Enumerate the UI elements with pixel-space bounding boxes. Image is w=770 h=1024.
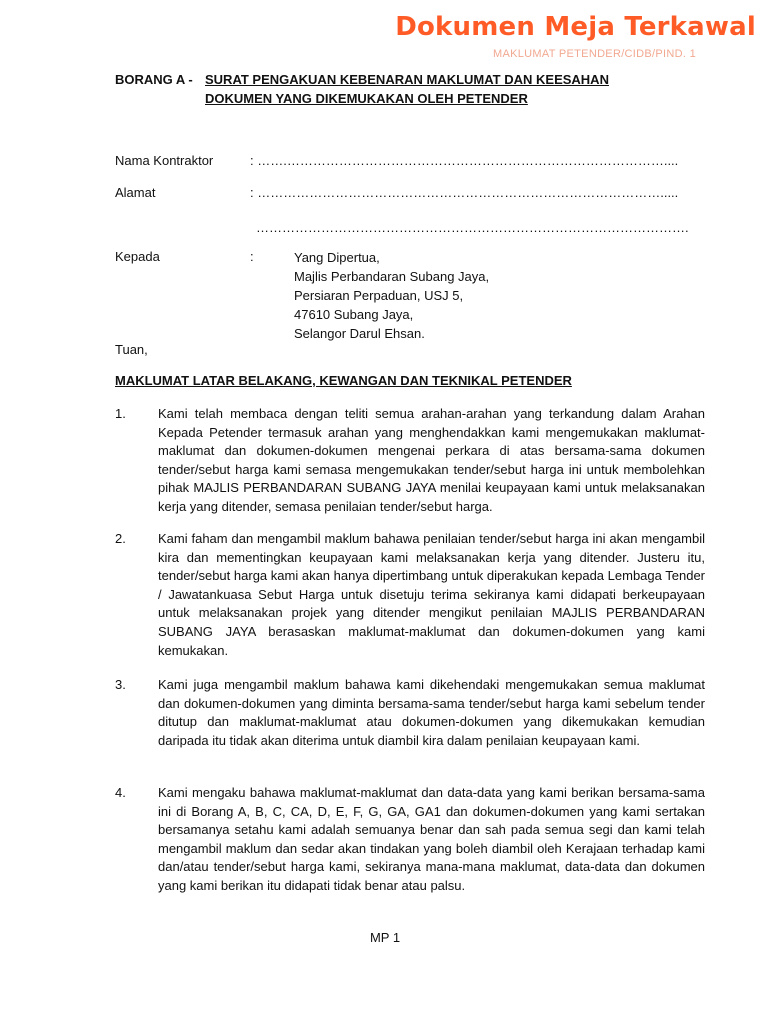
alamat-value: : …………………………………………………………………………………..... bbox=[250, 185, 679, 200]
section-title: MAKLUMAT LATAR BELAKANG, KEWANGAN DAN TEKNIKAL PETENDER bbox=[115, 373, 572, 388]
field-nama-kontraktor bbox=[115, 152, 678, 170]
list-item bbox=[115, 784, 705, 896]
item-text: Kami telah membaca dengan teliti semua arahan-arahan yang terkandung dalam Arahan Kepada Petender termasuk arahan yang menghendakkan kami mengemukakan maklumat-maklumat dan dokumen-dokumen mengenai perkara di atas bersama-sama dokumen tender/sebut harga kami semasa mengemukakan tender/sebut harga ini untuk membolehkan pihak MAJLIS PERBANDARAN SUBANG JAYA menilai keupayaan kami untuk melaksanakan kerja yang ditender, semasa penilaian tender/sebut harga. bbox=[158, 406, 705, 514]
recipient-line: 47610 Subang Jaya, bbox=[294, 307, 414, 322]
watermark-stamp bbox=[395, 12, 756, 60]
item-text: Kami faham dan mengambil maklum bahawa penilaian tender/sebut harga ini akan mengambil kira dan mementingkan keupayaan kami melaksanakan kerja yang ditender. Justeru itu, tender/sebut harga kami akan hanya dipertimbang untuk diperakukan kepada Lembaga Tender / Jawatankuasa Sebut Harga untuk disetuju terima sekiranya kami didapati berkeupayaan untuk melaksanakan projek yang ditender mengikut penilaian MAJLIS PERBANDARAN SUBANG JAYA berasaskan maklumat-maklumat dan dokumen-dokumen yang kami kemukakan. bbox=[158, 531, 705, 658]
item-text: Kami mengaku bahawa maklumat-maklumat dan data-data yang kami berikan bersama-sama ini di Borang A, B, C, CA, D, E, F, G, GA, GA1 dan dokumen-dokumen yang kami sertakan bersamanya setahu kami adalah semuanya benar dan sah pada semua segi dan kami telah mengambil maklum dan sedar akan tindakan yang boleh diambil oleh Kerajaan terhadap kami dan/atau tender/sebut harga kami, sekiranya mana-mana maklumat, data-data dan dokumen yang kami berikan itu didapati tidak benar atau palsu. bbox=[158, 785, 705, 893]
nama-value: : …….…………………………………………………………………………….... bbox=[250, 153, 679, 168]
salutation: Tuan, bbox=[115, 342, 148, 357]
page-number: MP 1 bbox=[369, 930, 401, 945]
item-number: 1. bbox=[115, 406, 126, 421]
list-item bbox=[115, 530, 705, 660]
recipient-line: Majlis Perbandaran Subang Jaya, bbox=[294, 269, 490, 284]
recipient-line: Persiaran Perpaduan, USJ 5, bbox=[294, 288, 464, 303]
item-number: 3. bbox=[115, 677, 126, 692]
alamat-label: Alamat bbox=[115, 185, 156, 200]
field-kepada bbox=[115, 248, 254, 266]
form-heading bbox=[115, 70, 609, 108]
heading-line-2: DOKUMEN YANG DIKEMUKAKAN OLEH PETENDER bbox=[205, 91, 528, 106]
heading-line-1: SURAT PENGAKUAN KEBENARAN MAKLUMAT DAN KEESAHAN bbox=[205, 72, 609, 87]
field-alamat bbox=[115, 184, 678, 202]
form-prefix: BORANG A - bbox=[115, 72, 193, 87]
stamp-title: Dokumen Meja Terkawal bbox=[395, 12, 756, 42]
item-number: 2. bbox=[115, 531, 126, 546]
recipient-line: Selangor Darul Ehsan. bbox=[294, 326, 425, 341]
item-number: 4. bbox=[115, 785, 126, 800]
kepada-label: Kepada bbox=[115, 249, 160, 264]
nama-label: Nama Kontraktor bbox=[115, 153, 214, 168]
item-text: Kami juga mengambil maklum bahawa kami dikehendaki mengemukakan semua maklumat dan dokumen-dokumen yang diminta bersama-sama tender/sebut harga kami sebelum tender ditutup dan maklumat-maklumat atau dokumen-dokumen yang dikemukakan kemudian daripada itu tidak akan diterima untuk diambil kira dalam penilaian keupayaan kami. bbox=[158, 677, 705, 748]
recipient-address bbox=[294, 248, 489, 343]
recipient-line: Yang Dipertua, bbox=[294, 250, 380, 265]
alamat-line-2: ………………………………………………………………………………………. bbox=[256, 220, 689, 235]
list-item bbox=[115, 405, 705, 517]
form-code: MAKLUMAT PETENDER/CIDB/PIND. 1 bbox=[493, 48, 696, 60]
list-item bbox=[115, 676, 705, 750]
kepada-colon: : bbox=[250, 249, 254, 264]
